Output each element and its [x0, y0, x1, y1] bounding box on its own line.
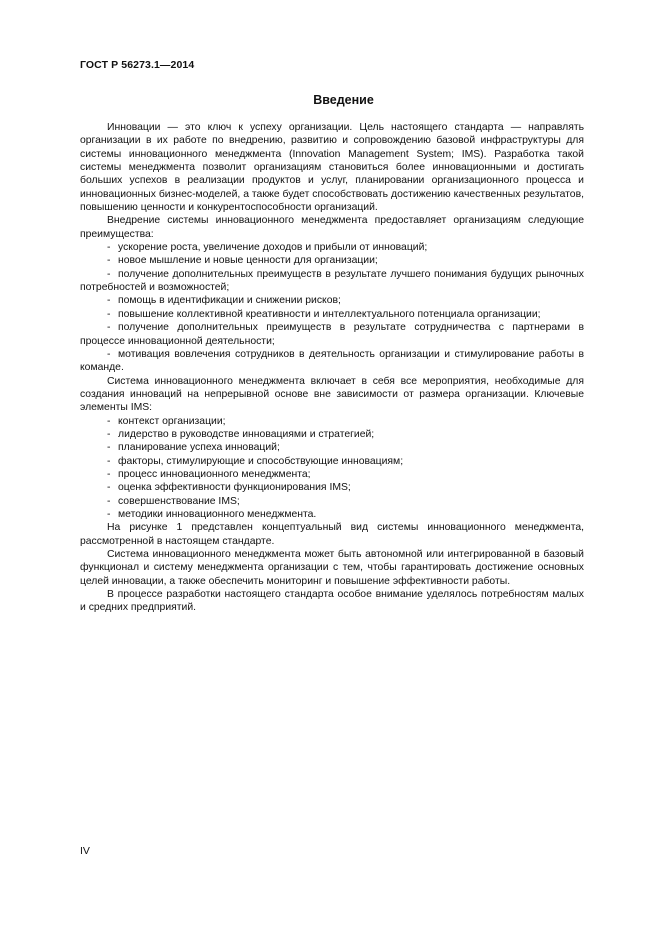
key-element-item: [80, 495, 584, 508]
bullet-dash: -: [107, 508, 111, 520]
bullet-dash: -: [107, 428, 111, 440]
bullet-dash: -: [107, 268, 111, 280]
key-element-item: [80, 441, 584, 454]
key-element-item: [80, 481, 584, 494]
bullet-dash: -: [107, 255, 111, 267]
figure-reference-paragraph: На рисунке 1 представлен концептуальный вид системы инновационного менеджмента, рассмотренной в настоящем стандарте.: [80, 522, 584, 547]
bullet-dash: -: [107, 482, 111, 494]
bullet-dash: -: [107, 495, 111, 507]
section-title: Введение: [313, 93, 374, 107]
integration-paragraph: Система инновационного менеджмента может быть автономной или интегрированной в базовый функционал и систему менеджмента организации с тем, чтобы гарантировать достижение основных целей инновации, а также обеспечить мониторинг и повышение эффективности работы.: [80, 549, 584, 587]
benefit-item: [80, 348, 584, 375]
key-element-text: совершенствование IMS;: [118, 495, 240, 507]
key-element-item: [80, 428, 584, 441]
benefits-lead-paragraph: Внедрение системы инновационного менеджмента предоставляет организациям следующие преимущества:: [80, 215, 584, 240]
page-number: IV: [80, 845, 90, 857]
benefit-text: получение дополнительных преимуществ в результате лучшего понимания будущих рыночных потребностей и возможностей;: [80, 268, 584, 294]
key-element-item: [80, 468, 584, 481]
key-element-text: планирование успеха инноваций;: [118, 442, 280, 454]
bullet-dash: -: [107, 295, 111, 307]
benefit-text: повышение коллективной креативности и интеллектуального потенциала организации;: [118, 308, 541, 320]
bullet-dash: -: [107, 322, 111, 334]
bullet-dash: -: [107, 348, 111, 360]
key-element-text: процесс инновационного менеджмента;: [118, 468, 311, 480]
key-elements-lead-paragraph: Система инновационного менеджмента включает в себя все мероприятия, необходимые для создания инноваций на непрерывной основе вне зависимости от размера организации. Ключевые элементы IMS:: [80, 375, 584, 414]
bullet-dash: -: [107, 415, 111, 427]
bullet-dash: -: [107, 242, 111, 254]
benefit-text: новое мышление и новые ценности для организации;: [118, 255, 378, 267]
benefit-item: [80, 294, 584, 307]
bullet-dash: -: [107, 442, 111, 454]
key-element-text: контекст организации;: [118, 415, 226, 427]
bullet-dash: -: [107, 308, 111, 320]
benefit-text: помощь в идентификации и снижении рисков;: [118, 295, 341, 307]
key-element-item: [80, 455, 584, 468]
key-elements-list: [80, 415, 584, 522]
key-element-item: [80, 508, 584, 521]
key-element-text: факторы, стимулирующие и способствующие инновациям;: [118, 455, 404, 467]
benefit-text: ускорение роста, увеличение доходов и прибыли от инноваций;: [118, 242, 428, 254]
key-element-item: [80, 415, 584, 428]
benefit-item: [80, 254, 584, 267]
key-element-text: лидерство в руководстве инновациями и стратегией;: [118, 428, 375, 440]
benefit-item: [80, 308, 584, 321]
key-element-text: методики инновационного менеджмента.: [118, 508, 317, 520]
benefit-item: [80, 321, 584, 348]
sme-paragraph: В процессе разработки настоящего стандарта особое внимание уделялось потребностям малых и средних предприятий.: [80, 589, 584, 614]
introduction-body: [80, 121, 584, 615]
benefits-list: [80, 241, 584, 374]
bullet-dash: -: [107, 468, 111, 480]
benefit-item: [80, 241, 584, 254]
benefit-text: получение дополнительных преимуществ в результате сотрудничества с партнерами в процессе инновационной деятельности;: [80, 322, 584, 347]
document-standard-code: ГОСТ Р 56273.1—2014: [80, 59, 195, 71]
benefit-item: [80, 268, 584, 295]
bullet-dash: -: [107, 455, 111, 467]
intro-paragraph: Инновации — это ключ к успеху организации. Цель настоящего стандарта — направлять организации в их работе по внедрению, развитию и сопровождению базовой инфраструктуры для системы инновационного менеджмента (Innovation Management System; IMS). Разработка такой системы менеджмента позволит организациям становиться более инновационными и достигать больших успехов в реализации продуктов и услуг, планировании организационного процесса и инновационных бизнес-моделей, а также будет способствовать достижению качественных результатов, повышению ценности и конкурентоспособности организаций.: [80, 122, 584, 214]
benefit-text: мотивация вовлечения сотрудников в деятельность организации и стимулирование работы в команде.: [80, 348, 584, 374]
key-element-text: оценка эффективности функционирования IMS;: [118, 482, 351, 494]
